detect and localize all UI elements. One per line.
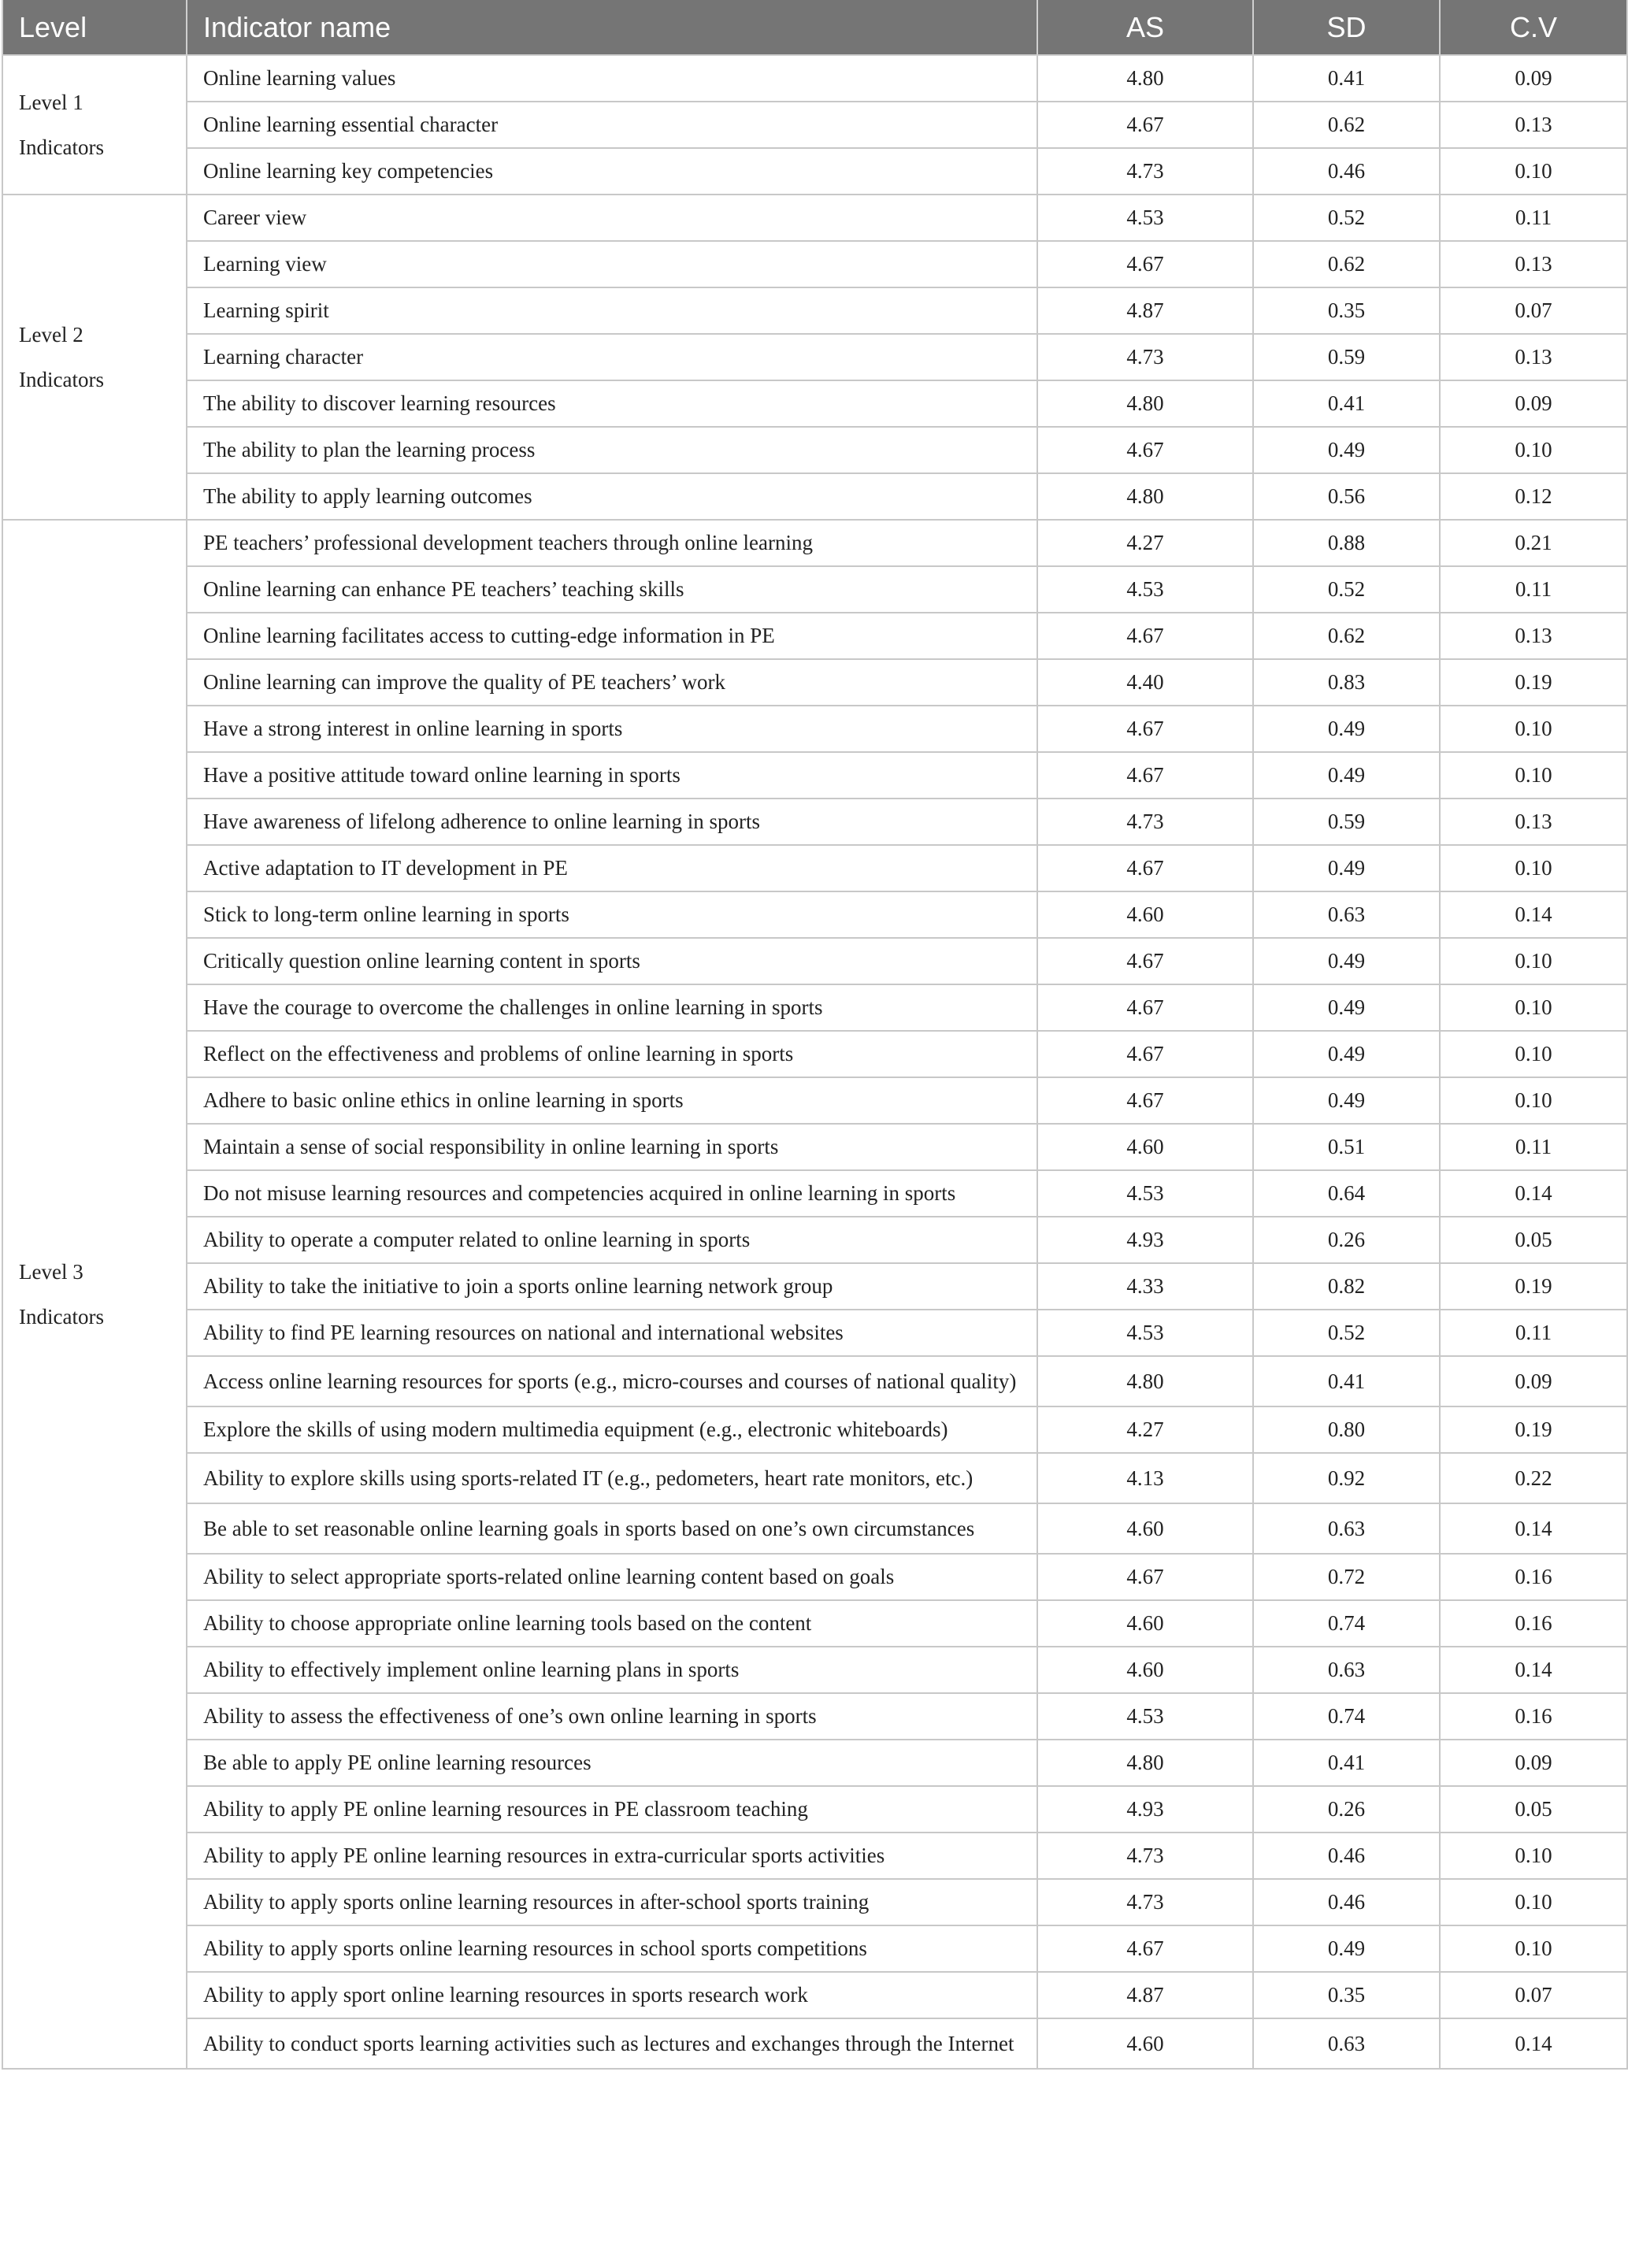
cv-cell: 0.13 (1440, 334, 1627, 380)
sd-cell: 0.59 (1253, 334, 1440, 380)
as-cell: 4.67 (1037, 938, 1253, 984)
indicator-name-cell: Access online learning resources for sports (e.g., micro-courses and courses of national quality) (187, 1356, 1037, 1406)
indicator-name-cell: The ability to discover learning resources (187, 380, 1037, 427)
cv-cell: 0.14 (1440, 1647, 1627, 1693)
as-cell: 4.27 (1037, 1406, 1253, 1453)
sd-cell: 0.63 (1253, 1647, 1440, 1693)
cv-cell: 0.19 (1440, 1406, 1627, 1453)
indicator-name-cell: Ability to apply sport online learning resources in sports research work (187, 1972, 1037, 2018)
indicator-name-cell: Active adaptation to IT development in PE (187, 845, 1037, 891)
cv-cell: 0.10 (1440, 1077, 1627, 1124)
cv-cell: 0.14 (1440, 2018, 1627, 2069)
indicator-name-cell: Online learning can improve the quality of PE teachers’ work (187, 659, 1037, 706)
as-cell: 4.67 (1037, 706, 1253, 752)
as-cell: 4.93 (1037, 1786, 1253, 1833)
as-cell: 4.73 (1037, 1879, 1253, 1925)
sd-cell: 0.46 (1253, 148, 1440, 195)
as-cell: 4.60 (1037, 1647, 1253, 1693)
indicator-name-cell: Maintain a sense of social responsibility in online learning in sports (187, 1124, 1037, 1170)
table-row (2, 938, 1627, 984)
indicator-name-cell: Ability to explore skills using sports-related IT (e.g., pedometers, heart rate monitors, etc.) (187, 1453, 1037, 1503)
sd-cell: 0.80 (1253, 1406, 1440, 1453)
as-cell: 4.67 (1037, 613, 1253, 659)
as-cell: 4.60 (1037, 1124, 1253, 1170)
table-row (2, 1600, 1627, 1647)
as-cell: 4.67 (1037, 845, 1253, 891)
sd-cell: 0.63 (1253, 2018, 1440, 2069)
indicator-name-cell: Ability to apply PE online learning resources in PE classroom teaching (187, 1786, 1037, 1833)
table-row (2, 799, 1627, 845)
as-cell: 4.60 (1037, 1503, 1253, 1554)
cv-cell: 0.13 (1440, 102, 1627, 148)
table-row (2, 1310, 1627, 1356)
indicator-name-cell: Have the courage to overcome the challenges in online learning in sports (187, 984, 1037, 1031)
table-row (2, 1124, 1627, 1170)
sd-cell: 0.52 (1253, 195, 1440, 241)
sd-cell: 0.26 (1253, 1217, 1440, 1263)
table-row (2, 473, 1627, 520)
sd-cell: 0.49 (1253, 984, 1440, 1031)
indicator-name-cell: Online learning values (187, 55, 1037, 102)
sd-cell: 0.51 (1253, 1124, 1440, 1170)
as-cell: 4.67 (1037, 984, 1253, 1031)
sd-cell: 0.41 (1253, 55, 1440, 102)
cv-cell: 0.05 (1440, 1217, 1627, 1263)
table-row (2, 659, 1627, 706)
sd-cell: 0.46 (1253, 1879, 1440, 1925)
table-row (2, 1693, 1627, 1740)
table-row (2, 427, 1627, 473)
header-cv: C.V (1440, 0, 1627, 55)
as-cell: 4.67 (1037, 1925, 1253, 1972)
indicator-name-cell: The ability to apply learning outcomes (187, 473, 1037, 520)
table-row (2, 55, 1627, 102)
cv-cell: 0.14 (1440, 1170, 1627, 1217)
sd-cell: 0.59 (1253, 799, 1440, 845)
sd-cell: 0.49 (1253, 427, 1440, 473)
as-cell: 4.93 (1037, 1217, 1253, 1263)
indicator-name-cell: Critically question online learning content in sports (187, 938, 1037, 984)
table-row (2, 1786, 1627, 1833)
cv-cell: 0.13 (1440, 613, 1627, 659)
cv-cell: 0.10 (1440, 1031, 1627, 1077)
sd-cell: 0.41 (1253, 1740, 1440, 1786)
as-cell: 4.67 (1037, 1031, 1253, 1077)
cv-cell: 0.10 (1440, 938, 1627, 984)
table-row (2, 1077, 1627, 1124)
table-row (2, 2018, 1627, 2069)
sd-cell: 0.62 (1253, 613, 1440, 659)
as-cell: 4.53 (1037, 1693, 1253, 1740)
cv-cell: 0.16 (1440, 1554, 1627, 1600)
sd-cell: 0.35 (1253, 1972, 1440, 2018)
table-row (2, 1972, 1627, 2018)
cv-cell: 0.21 (1440, 520, 1627, 566)
indicator-name-cell: Ability to apply sports online learning resources in after-school sports training (187, 1879, 1037, 1925)
table-row (2, 1263, 1627, 1310)
table-row (2, 1879, 1627, 1925)
cv-cell: 0.10 (1440, 752, 1627, 799)
sd-cell: 0.41 (1253, 380, 1440, 427)
as-cell: 4.80 (1037, 473, 1253, 520)
cv-cell: 0.09 (1440, 380, 1627, 427)
cv-cell: 0.14 (1440, 1503, 1627, 1554)
sd-cell: 0.74 (1253, 1600, 1440, 1647)
cv-cell: 0.07 (1440, 287, 1627, 334)
sd-cell: 0.49 (1253, 845, 1440, 891)
cv-cell: 0.16 (1440, 1600, 1627, 1647)
cv-cell: 0.22 (1440, 1453, 1627, 1503)
header-level: Level (2, 0, 187, 55)
table-row (2, 1503, 1627, 1554)
cv-cell: 0.10 (1440, 427, 1627, 473)
table-row (2, 1925, 1627, 1972)
cv-cell: 0.14 (1440, 891, 1627, 938)
as-cell: 4.73 (1037, 334, 1253, 380)
sd-cell: 0.49 (1253, 1077, 1440, 1124)
indicator-name-cell: Online learning facilitates access to cutting-edge information in PE (187, 613, 1037, 659)
sd-cell: 0.74 (1253, 1693, 1440, 1740)
table-row (2, 1406, 1627, 1453)
sd-cell: 0.49 (1253, 1031, 1440, 1077)
indicator-name-cell: Online learning can enhance PE teachers’ teaching skills (187, 566, 1037, 613)
as-cell: 4.60 (1037, 891, 1253, 938)
as-cell: 4.27 (1037, 520, 1253, 566)
cv-cell: 0.19 (1440, 1263, 1627, 1310)
sd-cell: 0.49 (1253, 752, 1440, 799)
table-row (2, 1833, 1627, 1879)
sd-cell: 0.64 (1253, 1170, 1440, 1217)
indicator-name-cell: Ability to assess the effectiveness of one’s own online learning in sports (187, 1693, 1037, 1740)
cv-cell: 0.19 (1440, 659, 1627, 706)
table-row (2, 1453, 1627, 1503)
cv-cell: 0.11 (1440, 1124, 1627, 1170)
sd-cell: 0.41 (1253, 1356, 1440, 1406)
as-cell: 4.80 (1037, 1740, 1253, 1786)
as-cell: 4.53 (1037, 195, 1253, 241)
as-cell: 4.80 (1037, 1356, 1253, 1406)
indicator-name-cell: Online learning key competencies (187, 148, 1037, 195)
indicator-name-cell: Learning view (187, 241, 1037, 287)
sd-cell: 0.62 (1253, 241, 1440, 287)
indicator-name-cell: Have a positive attitude toward online learning in sports (187, 752, 1037, 799)
table-row (2, 891, 1627, 938)
sd-cell: 0.26 (1253, 1786, 1440, 1833)
as-cell: 4.73 (1037, 1833, 1253, 1879)
sd-cell: 0.63 (1253, 891, 1440, 938)
as-cell: 4.67 (1037, 427, 1253, 473)
table-row (2, 1647, 1627, 1693)
table-row (2, 752, 1627, 799)
indicator-name-cell: Be able to apply PE online learning resources (187, 1740, 1037, 1786)
as-cell: 4.67 (1037, 241, 1253, 287)
cv-cell: 0.11 (1440, 566, 1627, 613)
indicator-name-cell: Ability to select appropriate sports-related online learning content based on goals (187, 1554, 1037, 1600)
table-row (2, 380, 1627, 427)
table-row (2, 1356, 1627, 1406)
sd-cell: 0.72 (1253, 1554, 1440, 1600)
cv-cell: 0.13 (1440, 799, 1627, 845)
as-cell: 4.13 (1037, 1453, 1253, 1503)
as-cell: 4.87 (1037, 287, 1253, 334)
as-cell: 4.67 (1037, 752, 1253, 799)
cv-cell: 0.16 (1440, 1693, 1627, 1740)
table-row (2, 195, 1627, 241)
table-row (2, 566, 1627, 613)
sd-cell: 0.56 (1253, 473, 1440, 520)
sd-cell: 0.82 (1253, 1263, 1440, 1310)
table-row (2, 148, 1627, 195)
sd-cell: 0.46 (1253, 1833, 1440, 1879)
as-cell: 4.53 (1037, 1170, 1253, 1217)
sd-cell: 0.83 (1253, 659, 1440, 706)
header-indicator-name: Indicator name (187, 0, 1037, 55)
sd-cell: 0.49 (1253, 706, 1440, 752)
header-sd: SD (1253, 0, 1440, 55)
indicator-name-cell: Learning spirit (187, 287, 1037, 334)
as-cell: 4.80 (1037, 55, 1253, 102)
cv-cell: 0.10 (1440, 1879, 1627, 1925)
sd-cell: 0.52 (1253, 566, 1440, 613)
sd-cell: 0.49 (1253, 1925, 1440, 1972)
table-body (2, 55, 1627, 2069)
indicator-name-cell: Ability to conduct sports learning activities such as lectures and exchanges through the Internet (187, 2018, 1037, 2069)
cv-cell: 0.09 (1440, 1356, 1627, 1406)
as-cell: 4.60 (1037, 2018, 1253, 2069)
cv-cell: 0.10 (1440, 845, 1627, 891)
table-row (2, 241, 1627, 287)
as-cell: 4.33 (1037, 1263, 1253, 1310)
indicator-name-cell: Have awareness of lifelong adherence to online learning in sports (187, 799, 1037, 845)
as-cell: 4.53 (1037, 566, 1253, 613)
indicator-table (2, 0, 1628, 2070)
table-row (2, 1217, 1627, 1263)
header-as: AS (1037, 0, 1253, 55)
indicator-name-cell: Online learning essential character (187, 102, 1037, 148)
as-cell: 4.73 (1037, 148, 1253, 195)
cv-cell: 0.07 (1440, 1972, 1627, 2018)
table-row (2, 1031, 1627, 1077)
as-cell: 4.67 (1037, 1554, 1253, 1600)
indicator-name-cell: Reflect on the effectiveness and problems of online learning in sports (187, 1031, 1037, 1077)
table-row (2, 102, 1627, 148)
cv-cell: 0.11 (1440, 195, 1627, 241)
indicator-name-cell: Ability to effectively implement online learning plans in sports (187, 1647, 1037, 1693)
cv-cell: 0.10 (1440, 148, 1627, 195)
indicator-name-cell: Explore the skills of using modern multimedia equipment (e.g., electronic whiteboards) (187, 1406, 1037, 1453)
sd-cell: 0.88 (1253, 520, 1440, 566)
cv-cell: 0.11 (1440, 1310, 1627, 1356)
sd-cell: 0.52 (1253, 1310, 1440, 1356)
sd-cell: 0.49 (1253, 938, 1440, 984)
level-cell: Level 3 Indicators (2, 520, 187, 2069)
indicator-name-cell: Career view (187, 195, 1037, 241)
indicator-name-cell: PE teachers’ professional development teachers through online learning (187, 520, 1037, 566)
table-row (2, 520, 1627, 566)
indicator-name-cell: Have a strong interest in online learning in sports (187, 706, 1037, 752)
cv-cell: 0.10 (1440, 984, 1627, 1031)
as-cell: 4.73 (1037, 799, 1253, 845)
cv-cell: 0.12 (1440, 473, 1627, 520)
table-row (2, 613, 1627, 659)
cv-cell: 0.09 (1440, 55, 1627, 102)
as-cell: 4.67 (1037, 1077, 1253, 1124)
sd-cell: 0.35 (1253, 287, 1440, 334)
as-cell: 4.67 (1037, 102, 1253, 148)
indicator-name-cell: Ability to apply PE online learning resources in extra-curricular sports activities (187, 1833, 1037, 1879)
indicator-name-cell: Ability to choose appropriate online learning tools based on the content (187, 1600, 1037, 1647)
table-row (2, 1170, 1627, 1217)
indicator-name-cell: Ability to apply sports online learning resources in school sports competitions (187, 1925, 1037, 1972)
indicator-name-cell: Be able to set reasonable online learning goals in sports based on one’s own circumstances (187, 1503, 1037, 1554)
indicator-name-cell: Do not misuse learning resources and competencies acquired in online learning in sports (187, 1170, 1037, 1217)
table-row (2, 1740, 1627, 1786)
indicator-name-cell: The ability to plan the learning process (187, 427, 1037, 473)
table-header (2, 0, 1627, 55)
level-cell: Level 1 Indicators (2, 55, 187, 195)
table-row (2, 1554, 1627, 1600)
cv-cell: 0.05 (1440, 1786, 1627, 1833)
cv-cell: 0.10 (1440, 706, 1627, 752)
cv-cell: 0.10 (1440, 1925, 1627, 1972)
sd-cell: 0.63 (1253, 1503, 1440, 1554)
indicator-name-cell: Learning character (187, 334, 1037, 380)
level-cell: Level 2 Indicators (2, 195, 187, 520)
table-row (2, 706, 1627, 752)
sd-cell: 0.92 (1253, 1453, 1440, 1503)
indicator-name-cell: Adhere to basic online ethics in online learning in sports (187, 1077, 1037, 1124)
table-row (2, 845, 1627, 891)
indicator-name-cell: Ability to take the initiative to join a sports online learning network group (187, 1263, 1037, 1310)
indicator-name-cell: Stick to long-term online learning in sports (187, 891, 1037, 938)
table-row (2, 287, 1627, 334)
cv-cell: 0.09 (1440, 1740, 1627, 1786)
cv-cell: 0.13 (1440, 241, 1627, 287)
as-cell: 4.60 (1037, 1600, 1253, 1647)
indicator-name-cell: Ability to operate a computer related to online learning in sports (187, 1217, 1037, 1263)
table-row (2, 334, 1627, 380)
as-cell: 4.40 (1037, 659, 1253, 706)
as-cell: 4.53 (1037, 1310, 1253, 1356)
sd-cell: 0.62 (1253, 102, 1440, 148)
indicator-name-cell: Ability to find PE learning resources on national and international websites (187, 1310, 1037, 1356)
as-cell: 4.87 (1037, 1972, 1253, 2018)
as-cell: 4.80 (1037, 380, 1253, 427)
cv-cell: 0.10 (1440, 1833, 1627, 1879)
table-row (2, 984, 1627, 1031)
